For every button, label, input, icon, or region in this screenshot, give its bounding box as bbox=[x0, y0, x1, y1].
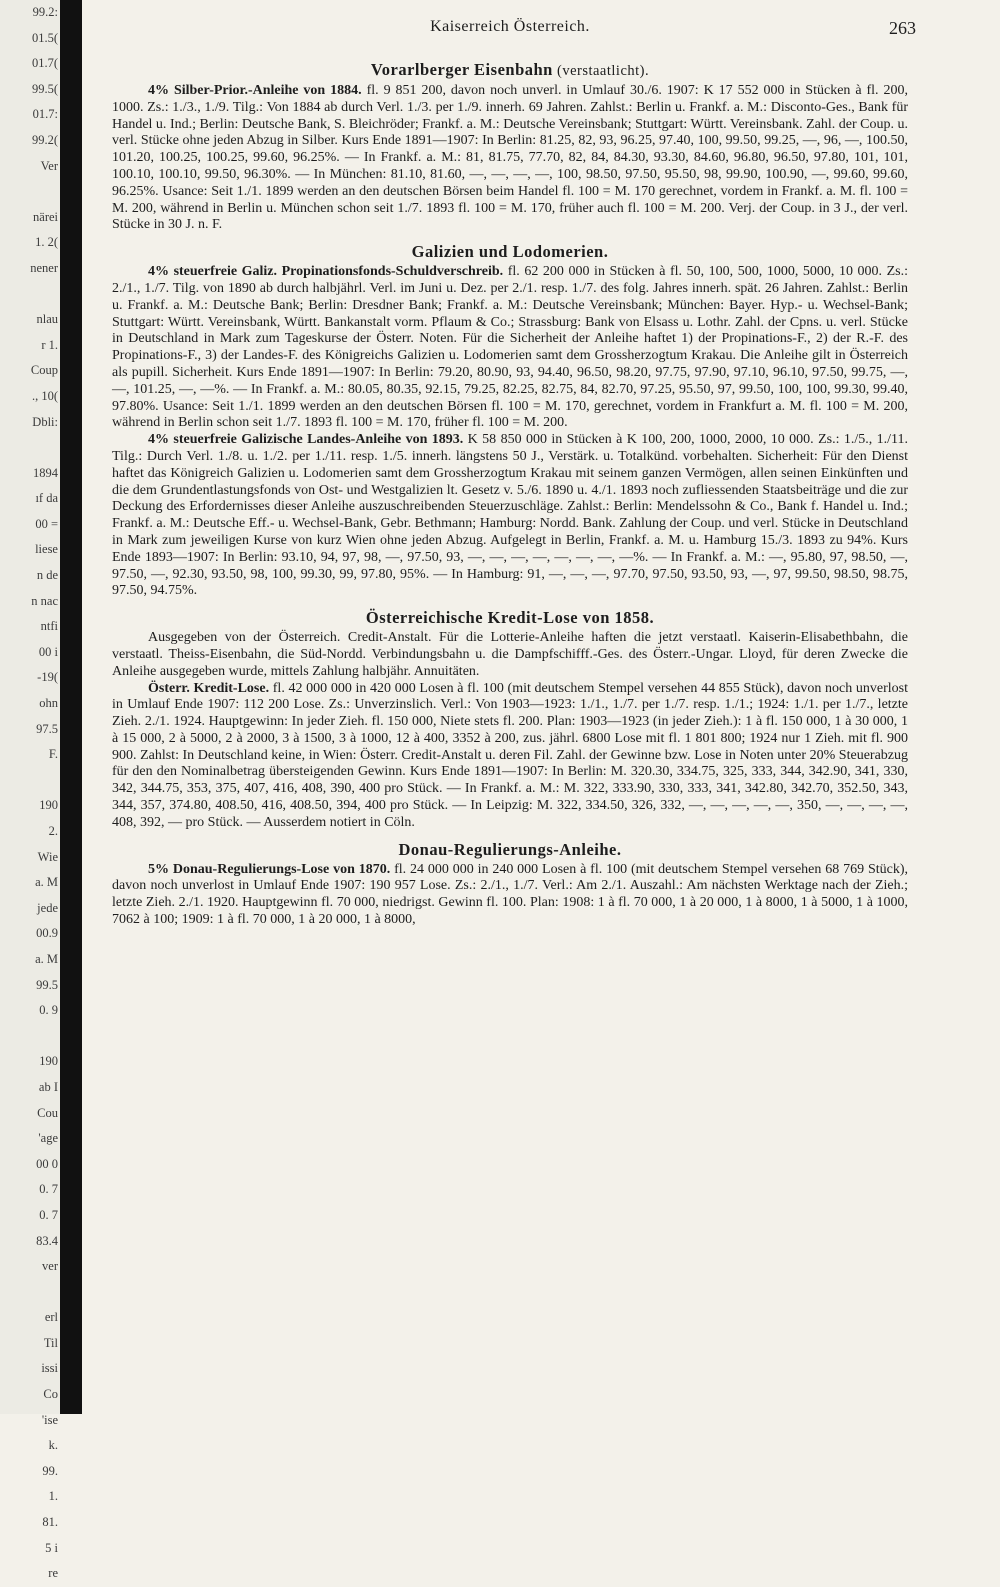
margin-fragment: 00 0 bbox=[36, 1156, 58, 1171]
margin-fragment: 99.2: bbox=[32, 5, 58, 19]
section-donau bbox=[112, 840, 908, 929]
entry-paragraph bbox=[112, 264, 908, 432]
margin-fragment: Cou bbox=[37, 1105, 58, 1120]
entry-paragraph bbox=[112, 630, 908, 680]
margin-fragment: Coup bbox=[30, 363, 58, 378]
margin-fragment: 2. bbox=[48, 824, 58, 838]
margin-fragment: ntfi bbox=[40, 619, 58, 634]
entry-text: Ausgegeben von der Österreich. Credit-Anstalt. Für die Lotterie-Anleihe haften die jetzt verstaatl. Kaiserin-Elisabethbahn, die verstaatl. Theiss-Eisenbahn, die Süd-Nordd. Verbindungsbahn u. die Dampfschifff.-Ges. des Österr.-Ungar. Lloyd, für deren Zwecke die Anleihe ausgegeben wurde, mittels Zahlung halbjähr. Annuitäten. bbox=[112, 630, 908, 679]
margin-fragment: 1. 2( bbox=[35, 235, 58, 250]
section-heading: Galizien und Lodomerien. bbox=[411, 242, 609, 262]
entry-paragraph bbox=[112, 83, 908, 234]
margin-fragment: ohn bbox=[39, 696, 58, 711]
binding-bar bbox=[60, 0, 82, 1414]
entry-paragraph bbox=[112, 681, 908, 832]
margin-fragment: 00 i bbox=[38, 644, 58, 659]
entry-lead: 4% Silber-Prior.-Anleihe von 1884. bbox=[148, 83, 362, 98]
margin-fragment: k. bbox=[48, 1438, 58, 1453]
margin-fragment: 99.2( bbox=[31, 132, 58, 147]
margin-fragment: 190 bbox=[39, 798, 58, 813]
margin-fragment: erl bbox=[44, 1310, 58, 1325]
margin-fragment: 1. bbox=[48, 1489, 58, 1504]
entry-paragraph bbox=[112, 862, 908, 929]
page-number: 263 bbox=[889, 18, 916, 38]
margin-fragment: -19( bbox=[37, 670, 58, 685]
margin-fragment: a. M bbox=[35, 875, 58, 890]
margin-fragment: 01.5( bbox=[31, 30, 58, 45]
margin-fragment: 'ise bbox=[41, 1412, 58, 1427]
margin-fragment bbox=[0, 179, 60, 205]
margin-fragment: F. bbox=[48, 747, 58, 762]
entry-lead: 4% steuerfreie Galiz. Propinationsfonds-Schuldverschreib. bbox=[148, 264, 504, 280]
margin-fragment: Wie bbox=[37, 849, 58, 864]
margin-fragment: Co bbox=[43, 1387, 58, 1402]
section-heading: Vorarlberger Eisenbahn (verstaatlicht). bbox=[370, 60, 650, 79]
page-body bbox=[112, 18, 916, 935]
margin-fragment: 99.5( bbox=[31, 81, 58, 96]
entry-text: fl. 24 000 000 in 240 000 Losen à fl. 100 (mit deutschem Stempel versehen 68 769 Stück), davon noch unverlost in Umlauf Ende 1907: 190 957 Lose. Zs.: 2./1., 1./7. Verl.: Am 2./1. Auszahl.: Am nächsten Werktage nach der Zieh.; letzte Zieh. 2./1. 1920. Hauptgewinn fl. 70 000, niedrigst. Gewinn fl. 100. Plan: 1908: 1 à fl. 70 000, 1 à 20 000, 1 à 8000, 1 à 5000, 1 à 1000, 7062 à 100; 1909: 1 à fl. 70 000, 1 à 20 000, 1 à 8000, bbox=[112, 861, 908, 928]
margin-fragment: 1894 bbox=[33, 465, 58, 480]
margin-fragment: 83.4 bbox=[36, 1233, 58, 1248]
entry-paragraph bbox=[112, 432, 908, 600]
margin-fragment bbox=[0, 768, 60, 794]
margin-fragment: ., 10( bbox=[31, 388, 58, 403]
section-vorarlberger bbox=[112, 60, 908, 234]
margin-fragment bbox=[0, 282, 60, 308]
margin-fragment: 'age bbox=[38, 1131, 58, 1146]
margin-fragment: närei bbox=[33, 209, 58, 224]
margin-fragment: 97.5 bbox=[36, 721, 58, 736]
margin-fragment: 00.9 bbox=[36, 926, 58, 941]
margin-fragment: ab I bbox=[38, 1079, 58, 1094]
margin-fragment: jede bbox=[37, 900, 58, 915]
margin-fragment bbox=[0, 1024, 60, 1050]
margin-fragment: n de bbox=[36, 568, 58, 583]
margin-fragment: 99.5 bbox=[36, 977, 58, 992]
entry-lead: Österr. Kredit-Lose. bbox=[148, 680, 270, 696]
margin-fragment: 0. 7 bbox=[39, 1207, 58, 1222]
entry-text: fl. 62 200 000 in Stücken à fl. 50, 100, 500, 1000, 5000, 10 000. Zs.: 2./1., 1./7. Tilg. von 1890 ab durch halbjährl. Verl. im Juni u. Dez. per 2./1. resp. 1./7. des folg. Jahres innerh. spät. 26 Jahren. Zahlst.: Berlin u. Frankf. a. M.: Deutsche Bank; Berlin: Dresdner Bank; Frankf. a. M.: Deutsche Vereinsbank; München: Bayer. Hyp.- u. Wechsel-Bank; Stuttgart: Württ. Vereinsbank, Württ. Bankanstalt vorm. Pflaum & Co.; Strassburg: Bank von Elsass u. Lothr. Zahl. der Cpns. u. verl. Stücke in Deutschland in Mark zum Tageskurse der Österr. Noten. Für die Sicherheit der Anleihe haftet 1) der Propinations-F., 2) der R.-F. des Propinations-F., 3) der Landes-F. des Königreichs Galizien u. Lodomerien samt dem Grossherzogtum Krakau. Die Anleihe gilt in Österreich als pupill. Sicherheit. Kurs Ende 1891—1907: In Berlin: 79.20, 80.90, 93, 94.40, 96.50, 98.20, 97.75, 97.90, 97.10, 96.10, 97.50, 99.75, —, —, 101.25, —, —%. — In Frankf. a. M.: 80.05, 80.35, 92.15, 79.25, 82.25, 82.75, 84, 82.70, 97.25, 95.50, 97, 99.50, 100, 100, 99.30, 99.40, 97.80%. Usance: Seit 1./1. 1899 werden an den deutschen Börsen fl. 100 = M. 170, gerechnet, vordem in Frankfurt a. M. fl. 100 = M. 200, während in Berlin schon seit 1./7. 1893 fl. 100 = M. 170, früher fl. 100 = M. 200. bbox=[112, 264, 908, 431]
margin-fragment: 0. 7 bbox=[39, 1182, 58, 1197]
margin-fragment: liese bbox=[35, 542, 58, 557]
running-header bbox=[112, 18, 916, 52]
entry-text: fl. 9 851 200, davon noch unverl. in Umlauf 30./6. 1907: K 17 552 000 in Stücken à fl. 200, 1000. Zs.: 1./3., 1./9. Tilg.: Von 1884 ab durch Verl. 1./3. per 1./9. innerh. 69 Jahren. Zahlst.: Berlin u. Frankf. a. M.: Disconto-Ges., Bank für Handel u. Ind.; Berlin: Deutsche Bank, S. Bleichröder; Frankf. a. M.: Deutsche Vereinsbank; Stuttgart: Württ. Vereinsbank. Zahl. der Coup. u. verl. Stücke ohne jeden Abzug in Silber. Kurs Ende 1891—1907: In Berlin: 81.25, 82, 93, 96.25, 97.40, 100, 99.50, 99.25, —, 96, —, 100.50, 101.20, 100.25, 100.25, 99.60, 96.25%. — In Frankf. a. M.: 81, 81.75, 77.70, 82, 84, 84.30, 93.30, 84.60, 96.80, 96.50, 97.80, 101, 101, 100.10, 100.10, 99.50, 96.30%. — In München: 81.10, 81.60, —, —, —, —, 100, 98.50, 97.50, 95.50, 98, 99.90, 100.90, —, 99.60, 99.60, 96.25%. Usance: Seit 1./1. 1899 werden an den deutschen Börsen beim Handel fl. 100 = M. 170 gerechnet, vordem in Frankf. a. M. fl. 100 = M. 200, während in Berlin u. München schon seit 1./7. 1893 fl. 100 = M. 170, früher auch fl. 100 = M. 200. Verj. der Coup. in 3 J., der verl. Stücke in 30 J. n. F. bbox=[112, 83, 908, 233]
margin-fragment bbox=[0, 1280, 60, 1306]
margin-fragment: issi bbox=[41, 1361, 58, 1376]
entry-lead: 5% Donau-Regulierungs-Lose von 1870. bbox=[148, 861, 391, 877]
margin-fragment: 00 = bbox=[35, 516, 58, 531]
margin-fragment bbox=[0, 435, 60, 461]
margin-fragment: r 1. bbox=[41, 337, 58, 352]
margin-fragment: 01.7: bbox=[32, 107, 58, 122]
margin-fragment: nlau bbox=[36, 312, 58, 327]
margin-fragment: 01.7( bbox=[31, 56, 58, 71]
margin-fragment: ver bbox=[42, 1259, 58, 1274]
section-kredit-lose bbox=[112, 608, 908, 832]
margin-fragment: a. M bbox=[35, 951, 58, 966]
margin-fragment: nener bbox=[30, 260, 58, 275]
entry-text: K 58 850 000 in Stücken à K 100, 200, 1000, 2000, 10 000. Zs.: 1./5., 1./11. Tilg.: Durch Verl. 1./8. u. 1./2. per 1./11. resp. 1./5. innerh. längstens 50 J., Verstärk. u. Totalkünd. vorbehalten. Sicherheit: Für den Dienst haftet das Königreich Galizien u. Lodomerien samt dem Grossherzogtum Krakau mit seinem ganzen Vermögen, allen seinen Einkünften und die dem Grundentlastungsfonds von Ost- und Westgalizien lt. Gesetz v. 5./6. 1890 u. 4./1. 1893 noch zufliessenden Staatsbeiträge und die zur Deckung des Erfordernisses dieser Anleihe auszuschreibenden Steuerzuschläge. Zahlst.: Berlin: Mendelssohn & Co., Bank f. Handel u. Ind.; Frankf. a. M.: Deutsche Eff.- u. Wechsel-Bank, Gebr. Bethmann; Hamburg: Nordd. Bank. Zahlung der Coup. und verl. Stücke in Deutschland in Mark zum jeweiligen Kurse von kurz Wien ohne jeden Abzug. Aufgelegt in Berlin, Frankf. a. M. u. Hamburg 15./3. 1893 zu 94%. Kurs Ende 1893—1907: In Berlin: 93.10, 94, 97, 98, —, 97.50, 93, —, —, —, —, —, —, —, —%. — In Frankf. a. M.: —, 95.80, 97, 98.50, —, 97.50, —, 92.30, 93.50, 98, 100, 99.30, 99, 97.80, 95%. — In Hamburg: 91, —, —, —, 97.70, 97.50, 93.50, 93, —, 97, 99.50, 98.50, 98.75, 97.50, 94.75%. bbox=[112, 432, 908, 599]
margin-fragment: Til bbox=[43, 1335, 58, 1350]
section-heading: Österreichische Kredit-Lose von 1858. bbox=[365, 608, 655, 628]
margin-fragment: ıf da bbox=[35, 491, 58, 506]
margin-fragment: n nac bbox=[31, 593, 58, 608]
margin-fragment: 0. 9 bbox=[39, 1003, 58, 1018]
margin-fragment: Dbli: bbox=[32, 414, 58, 429]
margin-fragments bbox=[0, 0, 60, 1587]
margin-fragment: 190 bbox=[39, 1054, 58, 1069]
margin-fragment: 5 i bbox=[45, 1540, 58, 1555]
section-heading: Donau-Regulierungs-Anleihe. bbox=[398, 839, 622, 859]
entry-lead: 4% steuerfreie Galizische Landes-Anleihe von 1893. bbox=[148, 432, 464, 448]
left-margin-strip bbox=[0, 0, 60, 1581]
entry-text: fl. 42 000 000 in 420 000 Losen à fl. 100 (mit deutschem Stempel versehen 44 855 Stück), davon noch unverlost in Umlauf Ende 1907: 112 200 Lose. Zs.: Unverzinslich. Verl.: Von 1903—1923: 1./1., 1./7. per 1./7. resp. 1./1.; 1924: 1./1. per 1./7., letzte Zieh. 2./1. 1924. Hauptgewinn: In jeder Zieh. fl. 150 000, Niete stets fl. 200. Plan: 1903—1923 (in jeder Zieh.): 1 à fl. 150 000, 1 à 30 000, 1 à 15 000, 2 à 5000, 2 à 2000, 3 à 1500, 3 à 1000, 12 à 400, 3352 à 200, zus. jährl. 6800 Lose mit fl. 1 801 800; 1924 nur 1 Zieh. mit fl. 900 900. Zahlst: In Deutschland keine, in Wien: Österr. Credit-Anstalt u. deren Fil. Zahl. der Gewinne bzw. Lose in Noten unter 20% Steuerabzug für den den Nominalbetrag übersteigenden Gewinn. Kurs Ende 1891—1907: In Berlin: M. 320.30, 334.75, 325, 333, 344, 342.90, 341, 330, 342, 344.75, 353, 375, 407, 416, 408, 390, 400 pro Stück. — In Frankf. a. M.: M. 322, 333.90, 330, 333, 341, 342.80, 342.70, 352.50, 343, 344, 357, 374.80, 408.50, 416, 408.50, 394, 400 pro Stück. — In Leipzig: M. 322, 334.50, 326, 332, —, —, —, —, —, 350, —, —, —, —, 408, 392, — pro Stück. — Ausserdem notiert in Cöln. bbox=[112, 680, 908, 830]
margin-fragment: 99. bbox=[42, 1463, 58, 1478]
section-galizien bbox=[112, 242, 908, 600]
margin-fragment: 81. bbox=[42, 1515, 58, 1530]
margin-fragment: re bbox=[48, 1566, 58, 1581]
margin-fragment: Ver bbox=[40, 158, 58, 173]
running-head-title: Kaiserreich Österreich. bbox=[430, 18, 590, 35]
